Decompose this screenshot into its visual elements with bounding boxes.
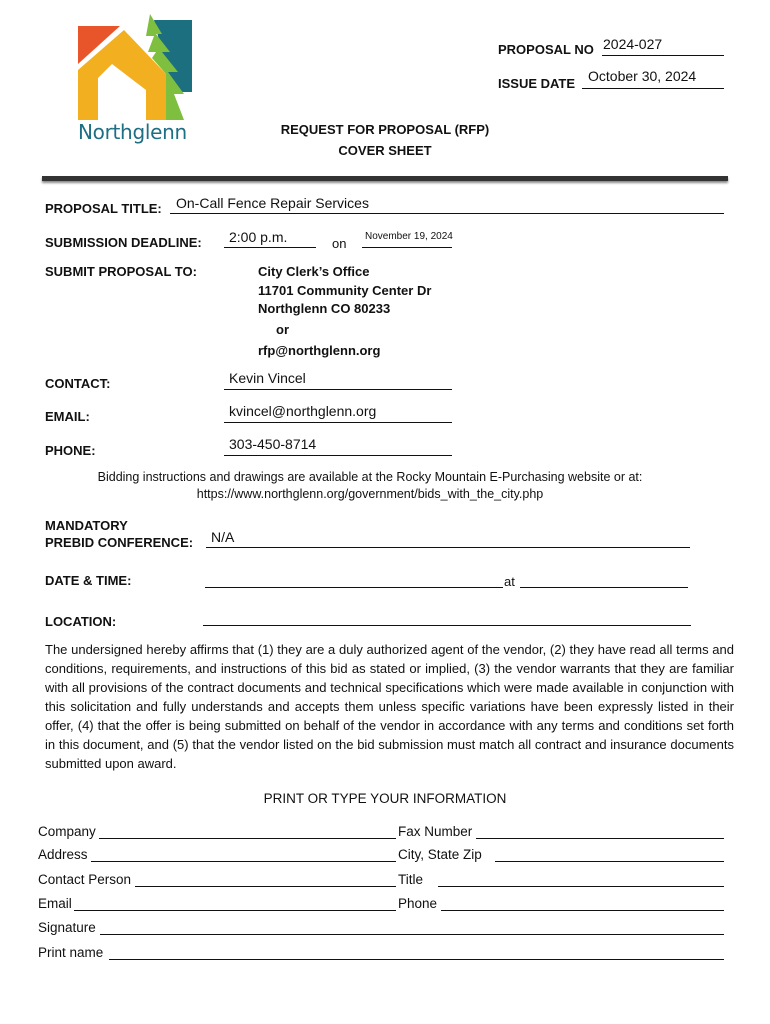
info-phone-field[interactable] <box>441 910 724 911</box>
info-email-label: Email <box>38 896 72 911</box>
proposal-no-line <box>602 55 724 56</box>
info-phone-label: Phone <box>398 896 438 911</box>
deadline-label: SUBMISSION DEADLINE: <box>45 235 202 250</box>
date-time-label: DATE & TIME: <box>45 573 132 588</box>
proposal-no-value: 2024-027 <box>603 36 663 52</box>
contact-line <box>224 389 452 390</box>
submit-line-street: 11701 Community Center Dr <box>258 283 432 298</box>
deadline-on: on <box>332 236 347 251</box>
print-name-field[interactable] <box>109 959 724 960</box>
location-line <box>203 625 691 626</box>
submit-line-city: Northglenn CO 80233 <box>258 301 391 316</box>
at-line <box>520 587 688 588</box>
northglenn-logo <box>74 12 198 152</box>
proposal-no-label: PROPOSAL NO <box>498 42 594 57</box>
phone-label: PHONE: <box>45 443 96 458</box>
info-email-field[interactable] <box>74 910 396 911</box>
email-line <box>224 422 452 423</box>
title-field[interactable] <box>438 886 724 887</box>
prebid-value: N/A <box>211 529 235 545</box>
logo-wordmark: Northglenn <box>78 120 187 144</box>
page-subtitle: COVER SHEET <box>338 143 432 158</box>
phone-line <box>224 455 452 456</box>
company-label: Company <box>38 824 96 839</box>
address-field[interactable] <box>91 861 396 862</box>
email-value: kvincel@northglenn.org <box>229 403 377 419</box>
affirmation-paragraph: The undersigned hereby affirms that (1) they are a duly authorized agent of the vendor, (2) they have read all terms and conditions, requirements, and instructions of this bid as stated or implied, (3) the vendor warrants that they are familiar with all provisions of the contract documents and technical specifications which were made available in conjunction with this solicitation and fully understands and accepts them unless specific variations have been expressly listed in their offer, (4) that the offer is being submitted on behalf of the vendor in accordance with any terms and conditions set forth in this document, and (5) that the vendor listed on the bid submission must match all contract and insurance documents submitted upon award. <box>45 642 734 771</box>
prebid-line <box>206 547 690 548</box>
at-label: at <box>504 574 515 589</box>
contact-person-field[interactable] <box>135 886 396 887</box>
header-divider <box>42 176 728 181</box>
title-label: Title <box>398 872 424 887</box>
contact-label: CONTACT: <box>45 376 111 391</box>
page-title: REQUEST FOR PROPOSAL (RFP) <box>280 122 490 137</box>
contact-value: Kevin Vincel <box>229 370 306 386</box>
deadline-time-line <box>224 247 316 248</box>
submit-line-email: rfp@northglenn.org <box>258 343 381 358</box>
location-label: LOCATION: <box>45 614 117 629</box>
signature-label: Signature <box>38 920 96 935</box>
submit-line-office: City Clerk’s Office <box>258 264 370 279</box>
date-time-line <box>205 587 503 588</box>
issue-date-line <box>582 88 724 89</box>
print-name-label: Print name <box>38 945 104 960</box>
phone-value: 303-450-8714 <box>229 436 317 452</box>
contact-person-label: Contact Person <box>38 872 132 887</box>
submit-to-label: SUBMIT PROPOSAL TO: <box>45 264 197 279</box>
submit-line-or: or <box>276 322 289 337</box>
issue-date-value: October 30, 2024 <box>588 68 697 84</box>
city-state-zip-field[interactable] <box>495 861 724 862</box>
deadline-time: 2:00 p.m. <box>229 229 288 245</box>
signature-field[interactable] <box>100 934 724 935</box>
prebid-label-line1: MANDATORY <box>45 518 128 533</box>
bidding-instructions: Bidding instructions and drawings are available at the Rocky Mountain E-Purchasing website or at: <box>97 470 643 484</box>
deadline-date: November 19, 2024 <box>365 231 453 242</box>
deadline-date-line <box>362 247 452 248</box>
proposal-title-value: On-Call Fence Repair Services <box>176 195 369 211</box>
proposal-title-label: PROPOSAL TITLE: <box>45 201 162 216</box>
bidding-url[interactable]: https://www.northglenn.org/government/bids_with_the_city.php <box>196 487 544 501</box>
issue-date-label: ISSUE DATE <box>498 76 576 91</box>
fax-label: Fax Number <box>398 824 473 839</box>
print-info-heading: PRINT OR TYPE YOUR INFORMATION <box>263 791 507 806</box>
fax-field[interactable] <box>476 838 724 839</box>
email-label: EMAIL: <box>45 409 90 424</box>
company-field[interactable] <box>99 838 396 839</box>
address-label: Address <box>38 847 88 862</box>
city-state-zip-label: City, State Zip <box>398 847 482 862</box>
proposal-title-line <box>170 213 724 214</box>
prebid-label-line2: PREBID CONFERENCE: <box>45 535 194 550</box>
